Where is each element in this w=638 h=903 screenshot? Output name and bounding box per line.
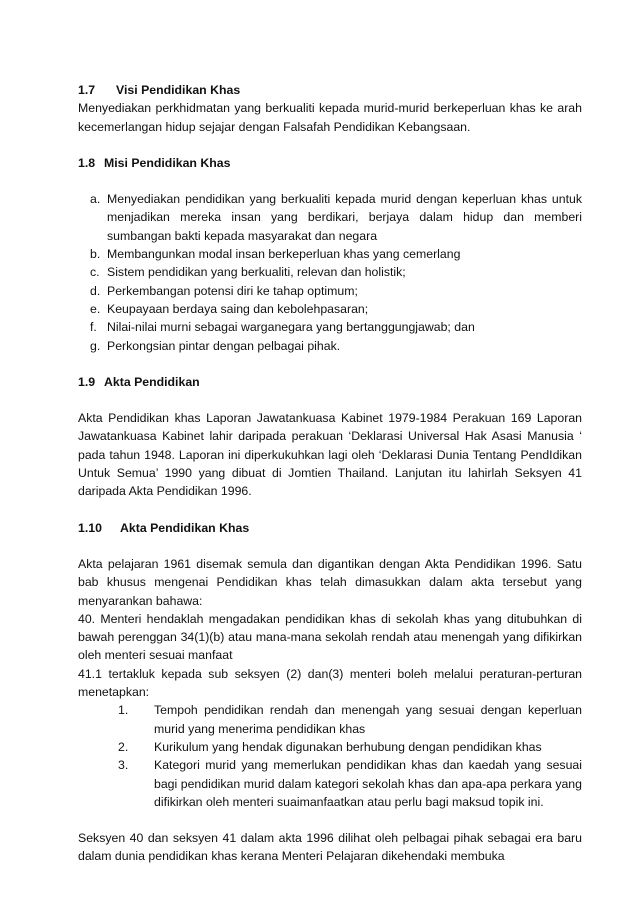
act-paragraph: Akta Pendidikan khas Laporan Jawatankuasa Kabinet 1979-1984 Perakuan 169 Laporan Jawatankuasa Kabinet lahir daripada perakuan ‘Deklarasi Universal Hak Asasi Manusia ‘ pada tahun 1948. Laporan ini diperkukuhkan lagi oleh ‘Deklarasi Dunia Tentang PendIdikan Untuk Semua’ 1990 yang dibuat di Jomtien Thailand. Lanjutan itu lahirlah Seksyen 41 daripada Akta Pendidikan 1996. <box>78 411 582 499</box>
list-item: d. Perkembangan potensi diri ke tahap optimum; <box>90 283 358 298</box>
clause-40: 40. Menteri hendaklah mengadakan pendidikan khas di sekolah khas yang ditubuhkan di bawah perenggan 34(1)(b) atau mana-mana sekolah rendah atau menengah yang difikirkan oleh menteri sesuai manfaat <box>78 611 582 663</box>
list-item: b. Membangunkan modal insan berkeperluan khas yang cemerlang <box>90 247 461 262</box>
section-number: 1.8 <box>78 155 96 170</box>
list-item: 1. Tempoh pendidikan rendah dan menengah yang sesuai dengan keperluan murid yang menerima pendidikan khas <box>118 703 582 736</box>
section-heading-1-9 <box>78 373 582 391</box>
section-heading-1-8 <box>78 154 582 172</box>
list-item: g. Perkongsian pintar dengan pelbagai pihak. <box>90 338 341 353</box>
section-number: 1.10 <box>78 520 102 535</box>
list-item: a. Menyediakan pendidikan yang berkualiti kepada murid dengan keperluan khas untuk menjadikan mereka insan yang berdikari, berjaya dalam hidup dan memberi sumbangan bakti kepada masyarakat dan negara <box>90 192 582 243</box>
list-item: 3. Kategori murid yang memerlukan pendidikan khas dan kaedah yang sesuai bagi pendidikan murid dalam kategori sekolah khas dan apa-apa perkara yang difikirkan oleh menteri suaimanfaatkan atau perlu bagi maksud topik ini. <box>118 758 582 809</box>
list-item: 2. Kurikulum yang hendak digunakan berhubung dengan pendidikan khas <box>118 739 542 754</box>
clause-41: 41.1 tertakluk kepada sub seksyen (2) dan(3) menteri boleh melalui peraturan-perturan menetapkan: <box>78 666 582 700</box>
section-title: Akta Pendidikan Khas <box>120 520 250 535</box>
regulation-list <box>78 701 582 811</box>
section-number: 1.7 <box>78 83 96 97</box>
section-title: Misi Pendidikan Khas <box>104 155 231 170</box>
vision-paragraph: Menyediakan perkhidmatan yang berkualiti kepada murid-murid berkeperluan khas ke arah kecemerlangan hidup sejajar dengan Falsafah Pendidikan Kebangsaan. <box>78 101 582 134</box>
special-act-intro: Akta pelajaran 1961 disemak semula dan digantikan dengan Akta Pendidikan 1996. Satu bab khusus mengenai Pendidikan khas telah dimasukkan dalam akta tersebut yang menyarankan bahawa: <box>78 556 582 608</box>
list-item: e. Keupayaan berdaya saing dan kebolehpasaran; <box>90 301 369 316</box>
section-number: 1.9 <box>78 374 96 389</box>
list-item: c. Sistem pendidikan yang berkualiti, relevan dan holistik; <box>90 265 406 280</box>
section-title: Visi Pendidikan Khas <box>116 83 241 97</box>
section-heading-1-10 <box>78 519 582 537</box>
mission-list <box>78 190 582 355</box>
section-heading-1-7 <box>78 81 582 99</box>
closing-paragraph: Seksyen 40 dan seksyen 41 dalam akta 1996 dilihat oleh pelbagai pihak sebagai era baru dalam dunia pendidikan khas kerana Menteri Pelajaran dikehendaki membuka <box>78 831 582 864</box>
section-title: Akta Pendidikan <box>104 374 200 389</box>
list-item: f. Nilai-nilai murni sebagai warganegara yang bertanggungjawab; dan <box>90 320 475 335</box>
